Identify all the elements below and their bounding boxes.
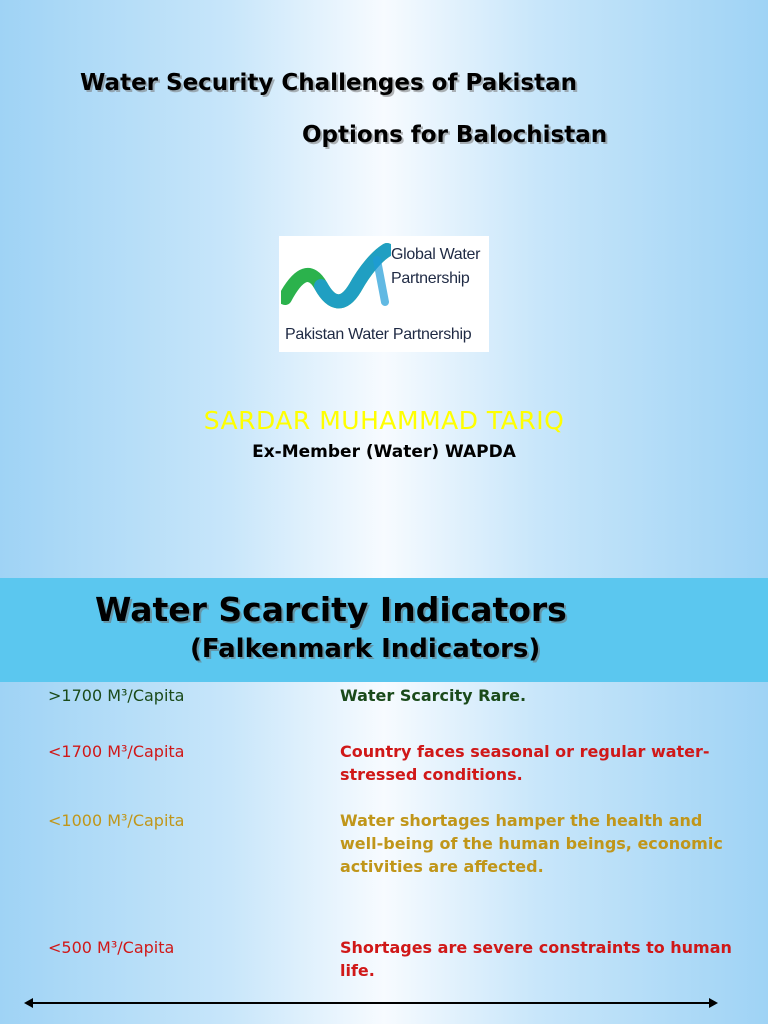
- slide-subheading: (Falkenmark Indicators): [190, 634, 541, 664]
- indicator-description: Water Scarcity Rare.: [340, 686, 527, 705]
- indicator-description: Shortages are severe constraints to human life.: [340, 938, 732, 980]
- logo-text-line-1: Global Water: [391, 246, 481, 263]
- indicator-threshold: <1700 M³/Capita: [48, 742, 185, 761]
- indicator-description: Water shortages hamper the health and well-being of the human beings, economic activities are affected.: [340, 811, 723, 876]
- slide-title-line-2: Options for Balochistan: [302, 122, 608, 148]
- gwp-logo: [279, 236, 489, 352]
- author-role: Ex-Member (Water) WAPDA: [252, 442, 516, 462]
- indicator-threshold: >1700 M³/Capita: [48, 686, 185, 705]
- heading-band: [0, 578, 768, 682]
- slide-heading: Water Scarcity Indicators: [95, 590, 567, 629]
- slide-title-line-1: Water Security Challenges of Pakistan: [80, 70, 578, 96]
- author-name: SARDAR MUHAMMAD TARIQ: [203, 406, 565, 435]
- indicators-slide: [0, 578, 768, 1024]
- wave-logo-icon: [281, 242, 391, 318]
- logo-text-line-2: Partnership: [391, 270, 470, 287]
- logo-text-line-3: Pakistan Water Partnership: [285, 326, 472, 343]
- double-arrow-line: [26, 1002, 716, 1004]
- indicator-description: Country faces seasonal or regular water-stressed conditions.: [340, 742, 710, 784]
- indicator-threshold: <500 M³/Capita: [48, 938, 175, 957]
- indicator-threshold: <1000 M³/Capita: [48, 811, 185, 830]
